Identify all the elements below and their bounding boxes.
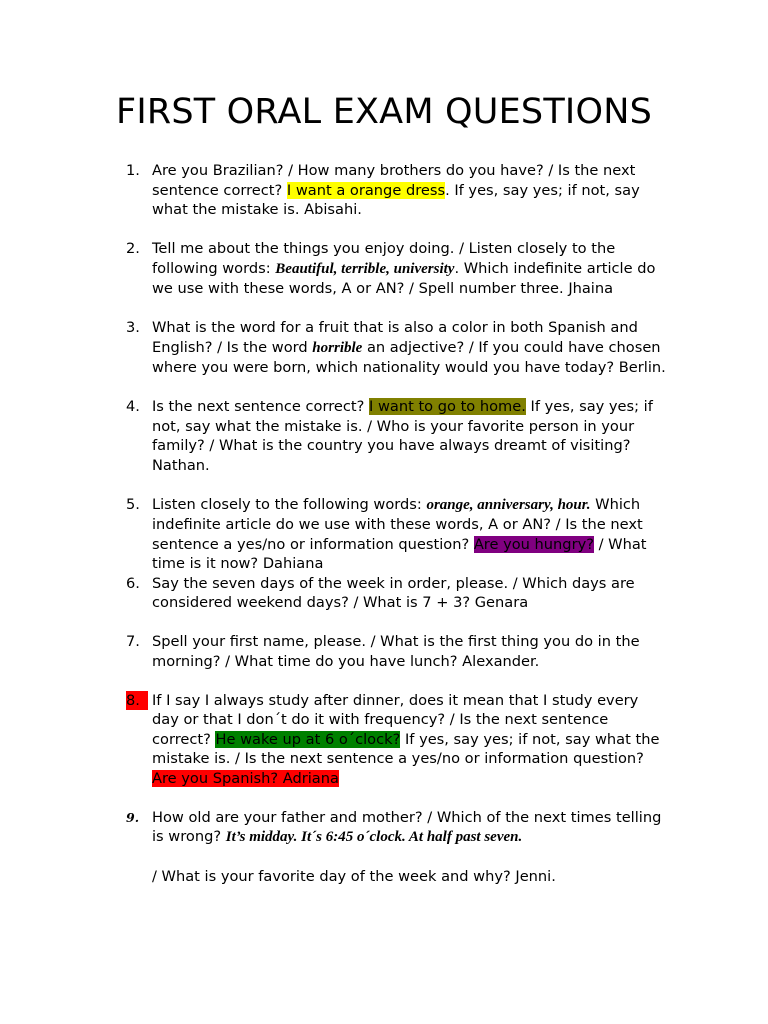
question-text: . If yes, say yes; if not, say what the mistake is. Abisahi. xyxy=(152,181,640,218)
question-number: 6. xyxy=(126,574,140,592)
question-5 xyxy=(126,495,666,574)
question-text: . Which indefinite article do we use with these words, A or AN? / Spell number three. Jhaina xyxy=(152,259,656,297)
question-text: Are you Brazilian? / How many brothers do you have? / Is the next sentence correct? xyxy=(152,162,636,199)
highlighted-sentence: I want a orange dress xyxy=(286,181,446,199)
word-list: Beautiful, terrible, university xyxy=(275,260,455,277)
question-text: / What time is it now? Dahiana xyxy=(152,535,647,572)
question-6 xyxy=(126,574,666,613)
page-title: FIRST ORAL EXAM QUESTIONS xyxy=(115,92,652,132)
question-text: What is the word for a fruit that is also a color in both Spanish and English? / Is the word xyxy=(152,319,638,356)
question-text: an adjective? / If you could have chosen where you were born, which nationality would you have today? Berlin. xyxy=(152,338,666,376)
question-number: 8. xyxy=(126,691,148,711)
question-text: If yes, say yes; if not, say what the mistake is. / Is the next sentence a yes/no or information question? xyxy=(152,730,660,767)
question-number: 3. xyxy=(126,319,140,336)
question-text: Is the next sentence correct? xyxy=(152,398,370,415)
question-number: 9. xyxy=(126,809,140,825)
question-9 xyxy=(126,808,666,887)
question-text: If yes, say yes; if not, say what the mistake is. / Who is your favorite person in your family? / What is the country you have always dreamt of visiting? Nathan. xyxy=(152,398,653,474)
question-2 xyxy=(126,239,666,299)
word-list: orange, anniversary, hour. xyxy=(426,496,591,513)
question-text: / What is your favorite day of the week and why? Jenni. xyxy=(152,868,556,885)
question-number: 4. xyxy=(126,398,140,415)
question-text: How old are your father and mother? / Which of the next times telling is wrong? xyxy=(152,808,662,845)
question-1 xyxy=(126,161,666,220)
question-number: 5. xyxy=(126,495,140,513)
question-number: 2. xyxy=(126,240,140,257)
question-text: Say the seven days of the week in order, please. / Which days are considered weekend days? / What is 7 + 3? Genara xyxy=(152,574,635,611)
highlighted-sentence: Are you Spanish? Adriana xyxy=(152,769,339,787)
question-text: Listen closely to the following words: xyxy=(152,495,427,513)
question-number: 1. xyxy=(126,162,140,179)
question-8 xyxy=(126,691,666,789)
question-list xyxy=(126,161,666,906)
question-text: Which indefinite article do we use with these words, A or AN? / Is the next sentence a yes/no or information question? xyxy=(152,495,643,553)
highlighted-sentence: Are you hungry? xyxy=(473,535,594,553)
question-4 xyxy=(126,397,666,475)
highlighted-sentence: I want to go to home. xyxy=(369,398,526,415)
highlighted-sentence: He wake up at 6 o´clock? xyxy=(215,730,401,748)
word-example: horrible xyxy=(312,339,363,356)
question-number: 7. xyxy=(126,633,140,650)
question-text: If I say I always study after dinner, does it mean that I study every day or that I don´t do it with frequency? / Is the next sentence correct? xyxy=(152,691,639,748)
question-7 xyxy=(126,632,666,671)
time-options: It’s midday. It´s 6:45 o´clock. At half past seven. xyxy=(225,829,523,845)
question-3 xyxy=(126,318,666,378)
question-text: Spell your first name, please. / What is the first thing you do in the morning? / What time do you have lunch? Alexander. xyxy=(152,633,640,670)
question-text: Tell me about the things you enjoy doing. / Listen closely to the following words: xyxy=(152,240,616,277)
